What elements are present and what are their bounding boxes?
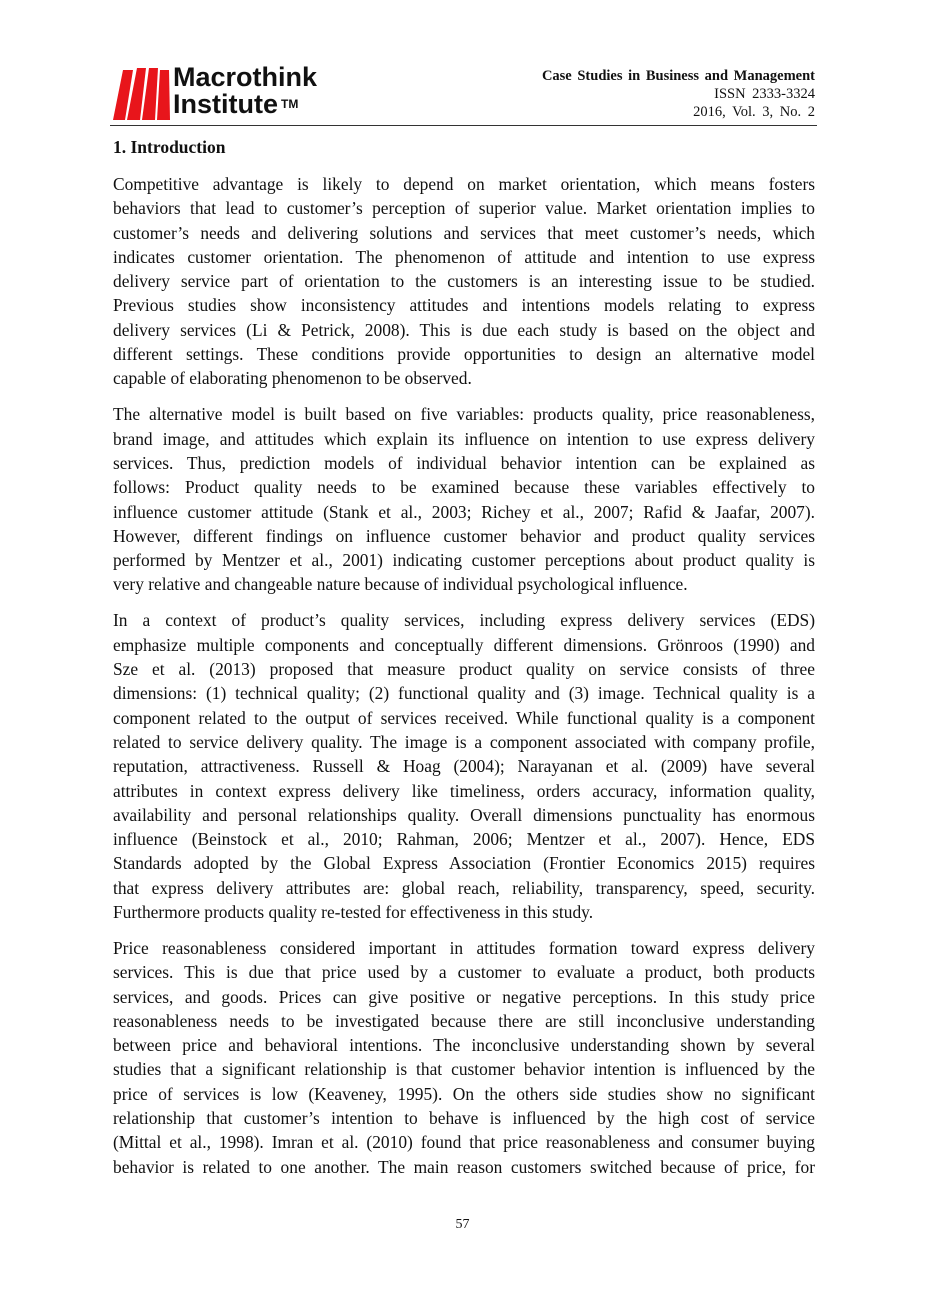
text-line: follows: Product quality needs to be examined because these variables effectively to	[113, 477, 815, 498]
text-line: Previous studies show inconsistency attitudes and intentions models relating to express	[113, 295, 815, 316]
logo-text	[173, 64, 317, 118]
text-line: very relative and changeable nature because of individual psychological influence.	[113, 574, 688, 595]
text-line: between price and behavioral intentions. The inconclusive understanding shown by several	[113, 1035, 815, 1056]
text-line: Price reasonableness considered important in attitudes formation toward express delivery	[113, 937, 815, 958]
body-text	[113, 172, 815, 1191]
text-line: Sze et al. (2013) proposed that measure product quality on service consists of three	[113, 659, 815, 680]
logo-trademark: TM	[281, 97, 299, 111]
text-line: availability and personal relationships quality. Overall dimensions punctuality has enormous	[113, 804, 815, 825]
text-line: component related to the output of services received. While functional quality is a component	[113, 707, 815, 728]
text-line: that express delivery attributes are: global reach, reliability, transparency, speed, security.	[113, 877, 815, 898]
text-line: Competitive advantage is likely to depend on market orientation, which means fosters	[113, 174, 815, 194]
text-line: influence (Beinstock et al., 2010; Rahman, 2006; Mentzer et al., 2007). Hence, EDS	[113, 829, 815, 850]
paragraph	[113, 402, 815, 596]
text-line: different settings. These conditions provide opportunities to design an alternative model	[113, 344, 815, 365]
text-line: indicates customer orientation. The phenomenon of attitude and intention to use express	[113, 246, 815, 267]
text-line: Furthermore products quality re-tested for effectiveness in this study.	[113, 901, 594, 922]
text-line: behaviors that lead to customer’s perception of superior value. Market orientation implies to	[113, 198, 815, 219]
logo-mark-icon	[113, 66, 171, 120]
journal-issn: ISSN 2333-3324	[714, 86, 815, 102]
text-line: dimensions: (1) technical quality; (2) functional quality and (3) image. Technical quality is a	[113, 683, 815, 704]
text-line: (Mittal et al., 1998). Imran et al. (2010) found that price reasonableness and consumer buying	[113, 1132, 815, 1153]
text-line: studies that a significant relationship is that customer behavior intention is influenced by the	[113, 1059, 815, 1080]
text-line: reputation, attractiveness. Russell & Hoag (2004); Narayanan et al. (2009) have several	[113, 756, 815, 777]
text-line: However, different findings on influence customer behavior and product quality services	[113, 525, 815, 546]
text-line: delivery service part of orientation to the customers is an interesting issue to be studied.	[113, 271, 815, 292]
text-line: The alternative model is built based on five variables: products quality, price reasonableness,	[113, 404, 815, 425]
text-line: services, and goods. Prices can give positive or negative perceptions. In this study price	[113, 986, 815, 1007]
text-line: relationship that customer’s intention to behave is influenced by the high cost of service	[113, 1108, 815, 1129]
text-line: brand image, and attitudes which explain its influence on intention to use express delivery	[113, 428, 815, 449]
text-line: related to service delivery quality. The image is a component associated with company profile,	[113, 731, 815, 752]
text-line: influence customer attitude (Stank et al., 2003; Richey et al., 2007; Rafid & Jaafar, 2007).	[113, 501, 815, 522]
journal-title: Case Studies in Business and Management	[541, 68, 815, 84]
logo-line-1: Macrothink	[173, 62, 318, 92]
text-line: In a context of product’s quality services, including express delivery services (EDS)	[113, 610, 815, 631]
paragraph	[113, 936, 815, 1179]
logo-line-2: Institute	[173, 89, 278, 119]
publisher-logo	[113, 62, 353, 120]
text-line: attributes in context express delivery like timeliness, orders accuracy, information quality,	[113, 780, 815, 801]
text-line: delivery services (Li & Petrick, 2008). This is due each study is based on the object and	[113, 319, 815, 340]
journal-volume: 2016, Vol. 3, No. 2	[693, 104, 815, 120]
text-line: price of services is low (Keaveney, 1995). On the others side studies show no significant	[113, 1083, 815, 1104]
page-number: 57	[455, 1217, 470, 1232]
text-line: customer’s needs and delivering solutions and services that meet customer’s needs, which	[113, 222, 815, 243]
text-line: emphasize multiple components and conceptually different dimensions. Grönroos (1990) and	[113, 634, 815, 655]
text-line: reasonableness needs to be investigated because there are still inconclusive understanding	[113, 1010, 815, 1031]
text-line: services. This is due that price used by a customer to evaluate a product, both products	[113, 962, 815, 983]
paragraph	[113, 608, 815, 924]
header-divider	[110, 125, 817, 126]
journal-info	[542, 67, 815, 121]
text-line: services. Thus, prediction models of individual behavior intention can be explained as	[113, 452, 815, 473]
text-line: performed by Mentzer et al., 2001) indicating customer perceptions about product quality is	[113, 550, 815, 571]
text-line: behavior is related to one another. The main reason customers switched because of price, for	[113, 1156, 815, 1177]
paragraph	[113, 172, 815, 391]
section-heading: 1. Introduction	[113, 137, 226, 157]
text-line: capable of elaborating phenomenon to be observed.	[113, 368, 472, 389]
text-line: Standards adopted by the Global Express Association (Frontier Economics 2015) requires	[113, 853, 815, 874]
